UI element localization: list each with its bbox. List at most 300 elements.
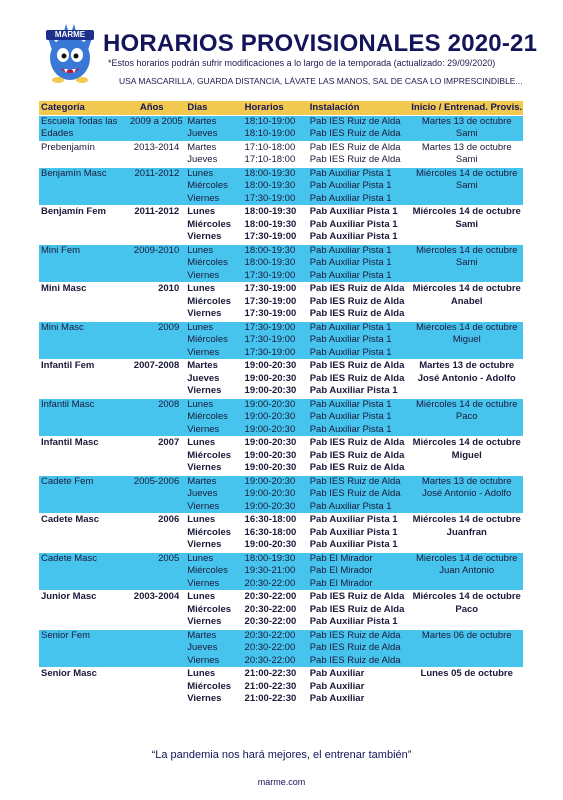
- cell-time: 19:00-20:30: [244, 360, 297, 371]
- cell-category: Prebenjamín: [41, 141, 95, 153]
- cell-category: [39, 154, 130, 167]
- cell-time: 20:30-22:00: [244, 654, 296, 666]
- table-row: [39, 270, 523, 283]
- cell-day: Jueves: [187, 488, 218, 499]
- cell-years: [130, 373, 183, 386]
- cell-category: [39, 693, 130, 706]
- cell-day: Miércoles: [187, 603, 232, 615]
- table-row: [39, 681, 523, 694]
- table-row: [39, 488, 523, 501]
- cell-day: Miércoles: [187, 257, 228, 268]
- schedule-group: [39, 668, 523, 706]
- cell-years: [130, 128, 183, 141]
- cell-day: Lunes: [187, 321, 214, 333]
- cell-start: Miércoles 14 de octubre: [412, 206, 521, 217]
- cell-years: 2009-2010: [133, 244, 180, 256]
- cell-category: [39, 604, 130, 617]
- cell-start: [410, 424, 523, 437]
- table-row: [39, 334, 523, 347]
- cell-years: [130, 462, 183, 475]
- cell-category: Senior Masc: [41, 668, 97, 679]
- cell-start: Martes 13 de octubre: [421, 115, 512, 127]
- cell-years: [130, 231, 183, 244]
- cell-category: [39, 231, 130, 244]
- cell-category: Benjamín Masc: [41, 167, 107, 179]
- cell-time: 18:00-19:30: [244, 167, 296, 179]
- cell-venue: Pab El Mirador: [309, 577, 373, 589]
- cell-years: [130, 270, 183, 283]
- cell-time: 20:30-22:00: [244, 616, 297, 627]
- update-disclaimer: *Estos horarios podrán sufrir modificaciones a lo largo de la temporada (actualizado: 29/09/2020): [108, 58, 496, 68]
- table-row: [39, 399, 523, 412]
- cell-category: [39, 270, 130, 283]
- table-row: [39, 578, 523, 591]
- cell-day: Viernes: [187, 654, 220, 666]
- cell-time: 19:00-20:30: [244, 462, 297, 473]
- cell-day: Viernes: [187, 693, 222, 704]
- cell-start: Juan Antonio: [439, 565, 495, 576]
- cell-years: [130, 257, 183, 270]
- cell-venue: Pab Auxiliar Pista 1: [309, 514, 398, 525]
- cell-day: Miércoles: [187, 449, 232, 461]
- cell-time: 17:30-19:00: [244, 231, 297, 242]
- cell-time: 19:00-20:30: [244, 500, 296, 512]
- cell-years: [130, 308, 183, 321]
- cell-years: [130, 681, 183, 694]
- cell-category: Mini Masc: [41, 283, 87, 294]
- cell-years: [130, 488, 183, 501]
- cell-day: Viernes: [187, 539, 222, 550]
- cell-start: Anabel: [450, 295, 483, 307]
- cell-time: 18:00-19:30: [244, 206, 297, 217]
- table-row: [39, 206, 523, 219]
- cell-venue: Pab IES Ruiz de Alda: [309, 115, 401, 127]
- cell-years: 2009: [158, 321, 180, 333]
- cell-years: [130, 347, 183, 360]
- cell-venue: Pab IES Ruiz de Alda: [309, 475, 401, 487]
- schedule-group: [39, 283, 523, 321]
- cell-time: 19:00-20:30: [244, 475, 296, 487]
- cell-years: 2005: [158, 552, 180, 564]
- cell-time: 18:10-19:00: [244, 128, 296, 139]
- schedule-group: [39, 553, 523, 591]
- cell-category: [39, 257, 130, 270]
- table-row: [39, 373, 523, 386]
- table-row: [39, 527, 523, 540]
- cell-category: [39, 219, 130, 232]
- cell-start: [410, 385, 523, 398]
- cell-years: [130, 411, 183, 424]
- cell-day: Miércoles: [187, 565, 228, 576]
- cell-day: Viernes: [187, 346, 220, 358]
- cell-day: Lunes: [187, 244, 214, 256]
- cell-time: 18:10-19:00: [244, 115, 296, 127]
- cell-years: 2005-2006: [133, 475, 180, 487]
- cell-venue: Pab Auxiliar Pista 1: [309, 321, 392, 333]
- cell-category: [39, 347, 130, 360]
- cell-category: [39, 539, 130, 552]
- cell-category: Cadete Masc: [41, 514, 100, 525]
- cell-day: Miércoles: [187, 526, 232, 538]
- cell-category: [39, 385, 130, 398]
- cell-time: 20:30-22:00: [244, 591, 297, 602]
- cell-day: Lunes: [187, 283, 216, 294]
- cell-start: Miércoles 14 de octubre: [412, 437, 521, 448]
- cell-start: Paco: [455, 603, 479, 615]
- cell-years: [130, 578, 183, 591]
- table-row: [39, 476, 523, 489]
- table-row: [39, 514, 523, 527]
- cell-time: 17:10-18:00: [244, 154, 296, 165]
- cell-start: [410, 578, 523, 591]
- cell-start: Martes 13 de octubre: [421, 141, 512, 153]
- cell-years: 2013-2014: [133, 141, 180, 153]
- schedule-table: [39, 101, 523, 706]
- cell-start: Miguel: [451, 449, 482, 461]
- cell-day: Viernes: [187, 231, 222, 242]
- cell-years: [130, 219, 183, 232]
- cell-start: José Antonio - Adolfo: [422, 488, 512, 499]
- table-row: [39, 655, 523, 668]
- cell-years: [130, 539, 183, 552]
- table-row: [39, 501, 523, 514]
- cell-category: Benjamín Fem: [41, 206, 106, 217]
- schedule-group: [39, 116, 523, 141]
- cell-category: Cadete Masc: [41, 552, 97, 564]
- cell-day: Lunes: [187, 552, 214, 564]
- cell-time: 17:30-19:00: [244, 334, 296, 345]
- cell-years: [130, 527, 183, 540]
- cell-category: [39, 373, 130, 386]
- cell-venue: Pab El Mirador: [309, 565, 373, 576]
- cell-time: 18:00-19:30: [244, 218, 297, 230]
- table-row: [39, 296, 523, 309]
- cell-day: Miércoles: [187, 180, 228, 191]
- col-header-times: Horarios: [244, 102, 284, 113]
- cell-start: Sami: [455, 128, 478, 139]
- cell-day: Viernes: [187, 192, 220, 204]
- cell-venue: Pab IES Ruiz de Alda: [309, 128, 401, 139]
- schedule-group: [39, 591, 523, 629]
- cell-day: Lunes: [187, 591, 216, 602]
- schedule-group: [39, 168, 523, 206]
- cell-time: 17:30-19:00: [244, 295, 297, 307]
- cell-day: Jueves: [187, 154, 218, 165]
- cell-time: 19:00-20:30: [244, 398, 296, 410]
- cell-time: 21:00-22:30: [244, 693, 297, 704]
- table-row: [39, 257, 523, 270]
- cell-venue: Pab IES Ruiz de Alda: [309, 437, 405, 448]
- cell-years: [130, 630, 183, 643]
- cell-venue: Pab IES Ruiz de Alda: [309, 372, 405, 384]
- cell-venue: Pab Auxiliar Pista 1: [309, 500, 392, 512]
- schedule-group: [39, 142, 523, 167]
- cell-time: 20:30-22:00: [244, 629, 296, 641]
- table-row: [39, 154, 523, 167]
- cell-category: [39, 424, 130, 437]
- table-row: [39, 437, 523, 450]
- table-row: [39, 553, 523, 566]
- cell-years: [130, 501, 183, 514]
- table-row: [39, 642, 523, 655]
- cell-start: [410, 231, 523, 244]
- cell-time: 18:00-19:30: [244, 552, 296, 564]
- cell-venue: Pab IES Ruiz de Alda: [309, 141, 401, 153]
- cell-category: Senior Fem: [41, 629, 91, 641]
- table-row: [39, 128, 523, 141]
- cell-start: Miércoles 14 de octubre: [416, 398, 518, 410]
- cell-category: Junior Masc: [41, 591, 97, 602]
- cell-start: Sami: [455, 257, 478, 268]
- table-row: [39, 283, 523, 296]
- cell-category: [39, 334, 130, 347]
- cell-venue: Pab IES Ruiz de Alda: [309, 591, 405, 602]
- cell-venue: Pab Auxiliar Pista 1: [309, 346, 392, 358]
- cell-venue: Pab Auxiliar Pista 1: [309, 231, 398, 242]
- cell-time: 19:30-21:00: [244, 565, 296, 576]
- cell-time: 19:00-20:30: [244, 488, 296, 499]
- table-row: [39, 385, 523, 398]
- cell-venue: Pab Auxiliar Pista 1: [309, 385, 398, 396]
- schedule-group: [39, 245, 523, 283]
- cell-time: 20:30-22:00: [244, 642, 296, 653]
- cell-start: Juanfran: [446, 526, 487, 538]
- table-row: [39, 142, 523, 155]
- cell-day: Lunes: [187, 668, 216, 679]
- cell-start: Miércoles 14 de octubre: [412, 514, 521, 525]
- cell-start: [410, 270, 523, 283]
- cell-category: [39, 296, 130, 309]
- cell-category: [39, 578, 130, 591]
- cell-venue: Pab Auxiliar Pista 1: [309, 398, 392, 410]
- cell-category: [39, 655, 130, 668]
- cell-day: Martes: [187, 141, 217, 153]
- cell-venue: Pab El Mirador: [309, 552, 373, 564]
- cell-day: Miércoles: [187, 218, 232, 230]
- cell-time: 20:30-22:00: [244, 603, 297, 615]
- cell-start: José Antonio - Adolfo: [417, 372, 516, 384]
- cell-years: [130, 604, 183, 617]
- cell-category: [39, 488, 130, 501]
- col-header-days: Días: [187, 102, 208, 113]
- table-header: [39, 101, 523, 115]
- cell-day: Miércoles: [187, 411, 228, 422]
- cell-years: [130, 424, 183, 437]
- col-header-venue: Instalación: [309, 102, 360, 113]
- cell-start: Martes 13 de octubre: [419, 360, 515, 371]
- cell-venue: Pab IES Ruiz de Alda: [309, 462, 405, 473]
- cell-venue: Pab Auxiliar Pista 1: [309, 539, 398, 550]
- table-row: [39, 630, 523, 643]
- cell-category: Escuela Todas las: [41, 115, 118, 127]
- cell-start: Miguel: [452, 334, 481, 345]
- cell-start: Miércoles 14 de octubre: [416, 244, 518, 256]
- cell-start: Miércoles 14 de octubre: [416, 321, 518, 333]
- cell-venue: Pab Auxiliar Pista 1: [309, 206, 398, 217]
- cell-years: 2010: [158, 283, 180, 294]
- cell-time: 18:00-19:30: [244, 257, 296, 268]
- cell-time: 16:30-18:00: [244, 526, 297, 538]
- cell-category: [39, 462, 130, 475]
- col-header-years: Años: [139, 102, 164, 113]
- page-title: HORARIOS PROVISIONALES 2020-21: [103, 30, 538, 57]
- schedule-group: [39, 514, 523, 552]
- cell-venue: Pab Auxiliar: [309, 680, 365, 692]
- cell-venue: Pab Auxiliar Pista 1: [309, 423, 392, 435]
- cell-day: Lunes: [187, 206, 216, 217]
- table-row: [39, 168, 523, 181]
- cell-time: 19:00-20:30: [244, 385, 297, 396]
- cell-start: [410, 681, 523, 694]
- cell-years: [130, 616, 183, 629]
- cell-time: 21:00-22:30: [244, 680, 297, 692]
- cell-time: 19:00-20:30: [244, 437, 297, 448]
- cell-start: Paco: [455, 411, 478, 422]
- cell-start: Miércoles 14 de octubre: [416, 552, 518, 564]
- col-header-category: Categoría: [41, 102, 85, 113]
- cell-day: Jueves: [187, 642, 218, 653]
- cell-day: Miércoles: [187, 680, 232, 692]
- cell-venue: Pab Auxiliar: [309, 668, 365, 679]
- cell-day: Viernes: [187, 500, 220, 512]
- schedule-group: [39, 630, 523, 668]
- cell-years: [130, 296, 183, 309]
- table-row: [39, 693, 523, 706]
- cell-start: [410, 462, 523, 475]
- schedule-group: [39, 360, 523, 398]
- cell-start: Sami: [455, 180, 478, 191]
- table-row: [39, 565, 523, 578]
- table-row: [39, 308, 523, 321]
- cell-time: 17:30-19:00: [244, 283, 297, 294]
- table-row: [39, 668, 523, 681]
- cell-time: 19:00-20:30: [244, 539, 297, 550]
- cell-venue: Pab IES Ruiz de Alda: [309, 154, 401, 165]
- schedule-group: [39, 399, 523, 437]
- cell-years: [130, 655, 183, 668]
- cell-venue: Pab IES Ruiz de Alda: [309, 642, 401, 653]
- cell-venue: Pab IES Ruiz de Alda: [309, 629, 401, 641]
- cell-venue: Pab Auxiliar Pista 1: [309, 334, 392, 345]
- table-row: [39, 591, 523, 604]
- cell-start: [410, 616, 523, 629]
- table-row: [39, 231, 523, 244]
- footer-site: marme.com: [257, 777, 306, 787]
- cell-day: Viernes: [187, 423, 220, 435]
- cell-category: [39, 193, 130, 206]
- cell-start: [410, 693, 523, 706]
- cell-venue: Pab Auxiliar Pista 1: [309, 180, 392, 191]
- cell-category: [39, 565, 130, 578]
- cell-category: [39, 527, 130, 540]
- cell-category: Mini Masc: [41, 321, 84, 333]
- cell-time: 20:30-22:00: [244, 577, 296, 589]
- table-row: [39, 245, 523, 258]
- club-logo: [40, 22, 100, 84]
- cell-start: Miércoles 14 de octubre: [412, 591, 521, 602]
- cell-start: Lunes 05 de octubre: [420, 668, 513, 679]
- col-header-start: Inicio / Entrenad. Provis.: [411, 102, 523, 113]
- cell-category: [39, 450, 130, 463]
- cell-start: Martes 13 de octubre: [421, 475, 512, 487]
- cell-category: Mini Fem: [41, 244, 81, 256]
- table-row: [39, 180, 523, 193]
- cell-years: [130, 565, 183, 578]
- cell-years: [130, 668, 183, 681]
- cell-start: Martes 06 de octubre: [421, 629, 512, 641]
- cell-day: Martes: [187, 115, 217, 127]
- cell-day: Martes: [187, 360, 218, 371]
- cell-years: [130, 193, 183, 206]
- cell-years: [130, 450, 183, 463]
- cell-years: 2011-2012: [134, 167, 180, 179]
- cell-category: [39, 308, 130, 321]
- cell-time: 17:30-19:00: [244, 192, 296, 204]
- cell-venue: Pab Auxiliar Pista 1: [309, 167, 392, 179]
- cell-venue: Pab Auxiliar Pista 1: [309, 526, 398, 538]
- cell-start: [410, 347, 523, 360]
- cell-category: [39, 616, 130, 629]
- cell-years: 2009 a 2005: [129, 115, 183, 127]
- cell-category: Infantil Fem: [41, 360, 95, 371]
- cell-start: [410, 501, 523, 514]
- cell-start: Miércoles 14 de octubre: [416, 167, 518, 179]
- cell-venue: Pab IES Ruiz de Alda: [309, 308, 405, 319]
- cell-start: [410, 642, 523, 655]
- cell-category: [39, 180, 130, 193]
- table-row: [39, 347, 523, 360]
- cell-category: [39, 642, 130, 655]
- table-row: [39, 424, 523, 437]
- cell-years: [130, 180, 183, 193]
- cell-venue: Pab IES Ruiz de Alda: [309, 654, 401, 666]
- table-row: [39, 462, 523, 475]
- cell-start: [410, 655, 523, 668]
- cell-venue: Pab IES Ruiz de Alda: [309, 295, 405, 307]
- table-row: [39, 604, 523, 617]
- table-row: [39, 411, 523, 424]
- cell-day: Jueves: [187, 372, 220, 384]
- cell-venue: Pab Auxiliar Pista 1: [309, 411, 392, 422]
- cell-years: [130, 385, 183, 398]
- cell-day: Miércoles: [187, 334, 228, 345]
- cell-venue: Pab Auxiliar Pista 1: [309, 192, 392, 204]
- cell-venue: Pab IES Ruiz de Alda: [309, 360, 405, 371]
- cell-venue: Pab Auxiliar: [309, 693, 365, 704]
- cell-category: Infantil Masc: [41, 437, 99, 448]
- schedule-group: [39, 206, 523, 244]
- cell-time: 17:30-19:00: [244, 321, 296, 333]
- cell-start: Sami: [455, 154, 478, 165]
- cell-years: [130, 154, 183, 167]
- cell-venue: Pab Auxiliar Pista 1: [309, 257, 392, 268]
- cell-day: Lunes: [187, 514, 216, 525]
- cell-day: Lunes: [187, 437, 216, 448]
- cell-day: Viernes: [187, 308, 222, 319]
- table-row: [39, 193, 523, 206]
- cell-years: 2007: [158, 437, 180, 448]
- cell-time: 19:00-20:30: [244, 423, 296, 435]
- cell-time: 21:00-22:30: [244, 668, 297, 679]
- cell-category: [39, 681, 130, 694]
- cell-years: [130, 693, 183, 706]
- cell-venue: Pab Auxiliar Pista 1: [309, 244, 392, 256]
- cell-time: 19:00-20:30: [244, 449, 297, 461]
- cell-years: 2007-2008: [133, 360, 180, 371]
- cell-years: 2011-2012: [134, 206, 180, 217]
- cell-years: 2003-2004: [133, 591, 180, 602]
- logo-text: MARME: [54, 30, 86, 39]
